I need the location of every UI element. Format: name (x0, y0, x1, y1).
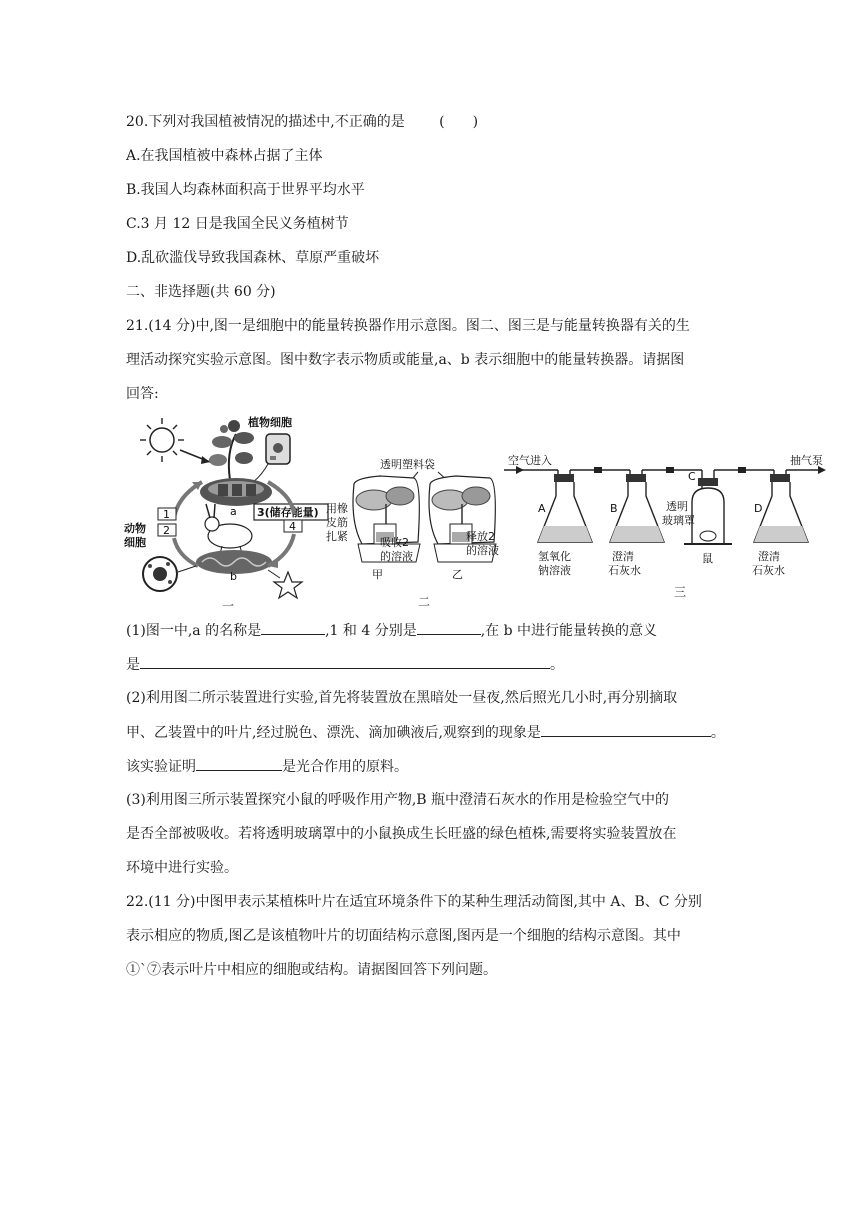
bell-jar-c (684, 478, 732, 544)
q20-answer-paren: ( ) (439, 114, 479, 130)
q21-p1-text-c: ,在 b 中进行能量转换的意义 (480, 623, 658, 639)
q21-p1-text-e: 。 (550, 657, 564, 673)
animal-cell-label-1: 动物 (124, 522, 146, 535)
lime-b-label-2: 石灰水 (608, 564, 641, 577)
q22-line-1: 22.(11 分)中图甲表示某植株叶片在适宜环境条件下的某种生理活动简图,其中 A、B、C 分别 (126, 894, 702, 910)
mouse-label: 鼠 (702, 552, 713, 565)
mouse-icon (700, 531, 716, 541)
q21-p2-text-c: 。 (710, 725, 725, 741)
answer-blank[interactable] (541, 722, 711, 737)
q22-line-3: ①`⑦表示叶片中相应的细胞或结构。请据图回答下列问题。 (126, 962, 497, 978)
q21-part2-line1: (2)利用图二所示装置进行实验,首先将装置放在黑暗处一昼夜,然后照光几小时,再分别摘取 (126, 690, 678, 706)
q21-p1-text-d: 是 (126, 657, 140, 673)
plant-cell-label: 植物细胞 (248, 416, 292, 429)
jar-jia-label: 甲 (372, 568, 383, 581)
number-4: 4 (289, 520, 296, 533)
answer-blank[interactable] (261, 620, 325, 635)
q21-part3-line2: 是否全部被吸收。若将透明玻璃罩中的小鼠换成生长旺盛的绿色植株,需要将实验装置放在 (126, 826, 677, 842)
rubber-band-label-3: 扎紧 (326, 530, 348, 543)
q22-line-2: 表示相应的物质,图乙是该植物叶片的切面结构示意图,图丙是一个细胞的结构示意图。其中 (126, 928, 681, 944)
naoh-label-1: 氢氧化 (538, 550, 571, 563)
q21-p2-text-d: 该实验证明 (126, 759, 196, 775)
q21-part2-line2 (126, 722, 725, 743)
figure-one-caption: 一 (222, 599, 235, 613)
figure-two (326, 457, 499, 609)
lime-d-label-2: 石灰水 (752, 564, 785, 577)
q21-part1-line2 (126, 654, 564, 675)
rubber-band-label-2: 皮筋 (326, 516, 348, 529)
figure-one (124, 415, 328, 613)
answer-blank[interactable] (196, 756, 282, 771)
figure-three-caption: 三 (674, 585, 687, 599)
bell-jar-label-1: 透明 (666, 500, 688, 513)
air-in-label: 空气进入 (508, 454, 552, 467)
q21-figures (118, 412, 823, 613)
q21-intro-line-1: 21.(14 分)中,图一是细胞中的能量转换器作用示意图。图二、图三是与能量转换器有关的生 (126, 318, 690, 334)
q21-intro-line-2: 理活动探究实验示意图。图中数字表示物质或能量,a、b 表示细胞中的能量转换器。请据图 (126, 352, 685, 368)
q21-p1-text-b: ,1 和 4 分别是 (325, 623, 417, 639)
flask-b-letter: B (610, 502, 618, 515)
lime-b-label-1: 澄清 (612, 550, 634, 563)
bell-jar-letter: C (688, 470, 696, 483)
q20-option-b: B.我国人均森林面积高于世界平均水平 (126, 182, 365, 198)
b-label: b (230, 570, 237, 583)
absorb-label-2: 的溶液 (380, 550, 413, 563)
bell-jar-label-2: 玻璃罩 (662, 514, 695, 527)
q20-stem: 20.下列对我国植被情况的描述中,不正确的是 (126, 114, 405, 130)
animal-cell-label-2: 细胞 (124, 536, 146, 549)
sun-icon (140, 418, 184, 462)
flask-d-letter: D (754, 502, 763, 515)
q21-part3-line1: (3)利用图三所示装置探究小鼠的呼吸作用产物,B 瓶中澄清石灰水的作用是检验空气中的 (126, 792, 670, 808)
a-label: a (230, 505, 237, 518)
q20-stem-line (126, 112, 478, 132)
q20-option-c: C.3 月 12 日是我国全民义务植树节 (126, 216, 349, 232)
release-label-2: 的溶液 (466, 544, 499, 557)
release-label-1: 释放2 (466, 530, 495, 543)
q21-part1-line1 (126, 620, 657, 641)
jar-yi-label: 乙 (452, 568, 463, 581)
naoh-label-2: 钠溶液 (538, 564, 571, 577)
number-1: 1 (163, 508, 170, 521)
animal-cell-icon (143, 557, 177, 591)
flask-a (538, 474, 592, 542)
q20-option-a: A.在我国植被中森林占据了主体 (126, 148, 323, 164)
rubber-band-label-1: 用橡 (326, 502, 348, 515)
plastic-bag-label: 透明塑料袋 (380, 458, 435, 471)
pump-label: 抽气泵 (790, 454, 823, 467)
section-heading: 二、非选择题(共 60 分) (126, 284, 276, 300)
q21-p1-text-a: (1)图一中,a 的名称是 (126, 623, 262, 639)
q21-part3-line3: 环境中进行实验。 (126, 860, 238, 876)
q21-p2-text-b: 甲、乙装置中的叶片,经过脱色、漂洗、滴加碘液后,观察到的现象是 (126, 725, 541, 741)
storage-label: 3(储存能量) (257, 506, 319, 519)
answer-blank[interactable] (417, 620, 481, 635)
q21-part2-line3 (126, 756, 408, 777)
q20-option-d: D.乱砍滥伐导致我国森林、草原严重破坏 (126, 250, 380, 266)
lime-d-label-1: 澄清 (758, 550, 780, 563)
flask-a-letter: A (538, 502, 546, 515)
star-icon (274, 572, 302, 598)
plant-icon (209, 420, 254, 480)
flask-b (610, 474, 664, 542)
figure-three (504, 453, 826, 599)
absorb-label-1: 吸收2 (380, 536, 409, 549)
answer-blank[interactable] (140, 654, 550, 669)
figure-two-caption: 二 (418, 595, 431, 609)
q21-intro-line-3: 回答: (126, 386, 159, 402)
plant-cell-icon (266, 434, 290, 464)
q21-p2-text-e: 是光合作用的原料。 (282, 759, 408, 775)
number-2: 2 (163, 524, 170, 537)
rabbit-icon (205, 504, 252, 554)
